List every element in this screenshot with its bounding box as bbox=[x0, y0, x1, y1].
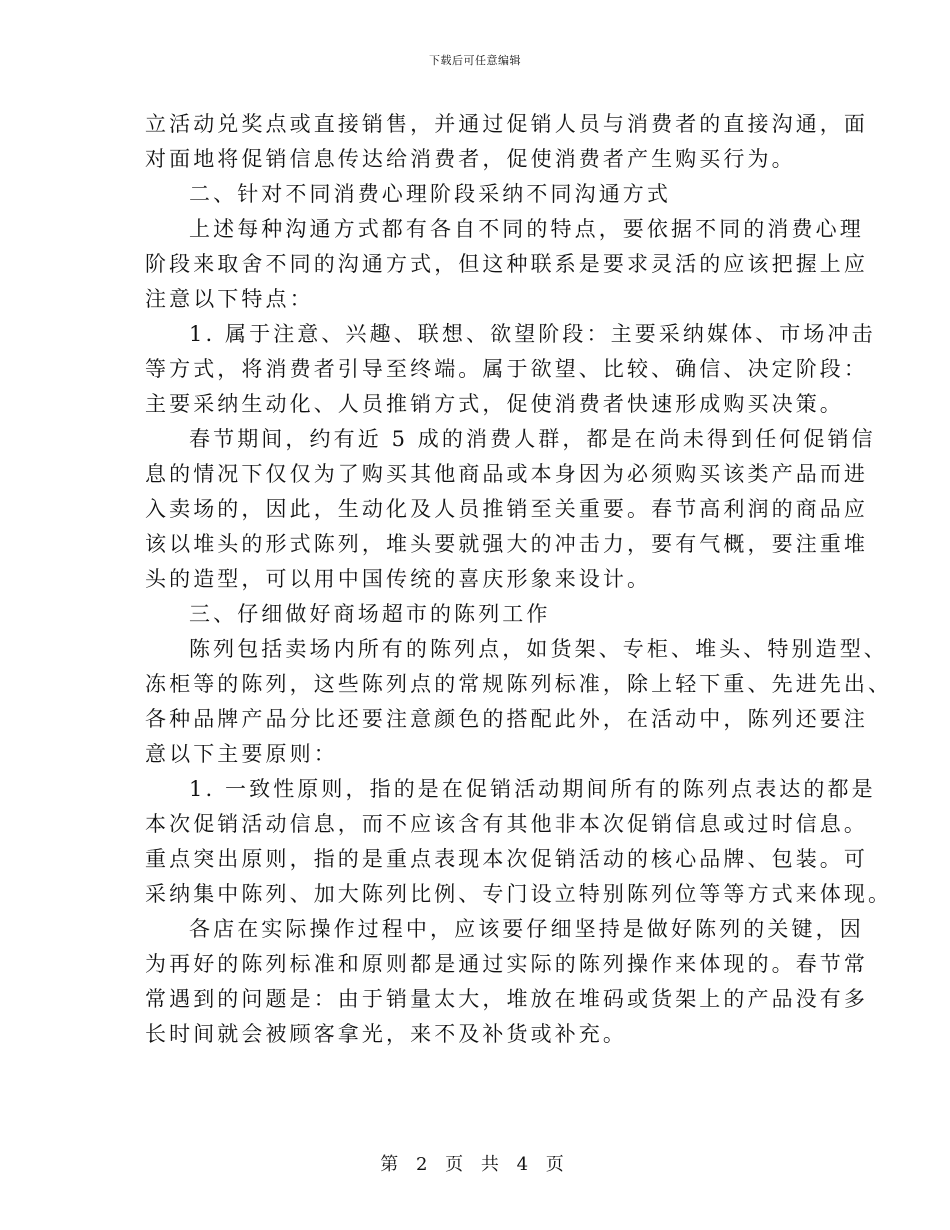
paragraph bbox=[145, 772, 893, 912]
paragraph bbox=[145, 212, 868, 317]
page-header: 下载后可任意编辑 bbox=[429, 54, 521, 67]
paragraph bbox=[145, 597, 809, 632]
text-line: 意以下主要原则： bbox=[145, 742, 338, 766]
text-line: 各店在实际操作过程中，应该要仔细坚持是做好陈列的关键，因 bbox=[189, 917, 864, 941]
paragraph bbox=[145, 107, 868, 177]
text-line: 息的情况下仅仅为了购买其他商品或本身因为必须购买该类产品而进 bbox=[145, 462, 868, 486]
text-line: 陈列包括卖场内所有的陈列点，如货架、专柜、堆头、特别造型、 bbox=[189, 637, 888, 661]
text-line: 本次促销活动信息，而不应该含有其他非本次促销信息或过时信息。 bbox=[145, 812, 868, 836]
text-line: 上述每种沟通方式都有各自不同的特点，要依据不同的消费心理 bbox=[189, 217, 864, 241]
text-line: 立活动兑奖点或直接销售，并通过促销人员与消费者的直接沟通，面 bbox=[145, 112, 868, 136]
text-line: 为再好的陈列标准和原则都是通过实际的陈列操作来体现的。春节常 bbox=[145, 952, 868, 976]
text-line: 入卖场的，因此，生动化及人员推销至关重要。春节高利润的商品应 bbox=[145, 497, 868, 521]
text-line: 各种品牌产品分比还要注意颜色的搭配此外，在活动中，陈列还要注 bbox=[145, 707, 868, 731]
paragraph bbox=[145, 317, 876, 422]
text-line: 二、针对不同消费心理阶段采纳不同沟通方式 bbox=[189, 182, 671, 206]
text-line: 主要采纳生动化、人员推销方式，促使消费者快速形成购买决策。 bbox=[145, 392, 844, 416]
text-line: 春节期间，约有近 5 成的消费人群，都是在尚未得到任何促销信 bbox=[189, 427, 876, 451]
document-body bbox=[145, 107, 893, 1052]
text-line: 冻柜等的陈列，这些陈列点的常规陈列标准，除上轻下重、先进先出、 bbox=[145, 672, 893, 696]
text-line: 该以堆头的形式陈列，堆头要就强大的冲击力，要有气概，要注重堆 bbox=[145, 532, 868, 556]
paragraph bbox=[145, 632, 893, 772]
page-footer: 第 2 页 共 4 页 bbox=[380, 1154, 570, 1175]
text-line: 1. 属于注意、兴趣、联想、欲望阶段：主要采纳媒体、市场冲击 bbox=[189, 322, 876, 346]
text-line: 1. 一致性原则，指的是在促销活动期间所有的陈列点表达的都是 bbox=[189, 777, 876, 801]
paragraph bbox=[145, 177, 809, 212]
text-line: 三、仔细做好商场超市的陈列工作 bbox=[189, 602, 551, 626]
text-line: 重点突出原则，指的是重点表现本次促销活动的核心品牌、包装。可 bbox=[145, 847, 868, 871]
text-line: 对面地将促销信息传达给消费者，促使消费者产生购买行为。 bbox=[145, 147, 796, 171]
text-line: 常遇到的问题是：由于销量太大，堆放在堆码或货架上的产品没有多 bbox=[145, 987, 868, 1011]
text-line: 注意以下特点： bbox=[145, 287, 314, 311]
text-line: 等方式，将消费者引导至终端。属于欲望、比较、确信、决定阶段： bbox=[145, 357, 868, 381]
text-line: 阶段来取舍不同的沟通方式，但这种联系是要求灵活的应该把握上应 bbox=[145, 252, 868, 276]
text-line: 采纳集中陈列、加大陈列比例、专门设立特别陈列位等等方式来体现。 bbox=[145, 882, 893, 906]
paragraph bbox=[145, 912, 868, 1052]
text-line: 头的造型，可以用中国传统的喜庆形象来设计。 bbox=[145, 567, 652, 591]
text-line: 长时间就会被顾客拿光，来不及补货或补充。 bbox=[145, 1022, 627, 1046]
paragraph bbox=[145, 422, 876, 597]
